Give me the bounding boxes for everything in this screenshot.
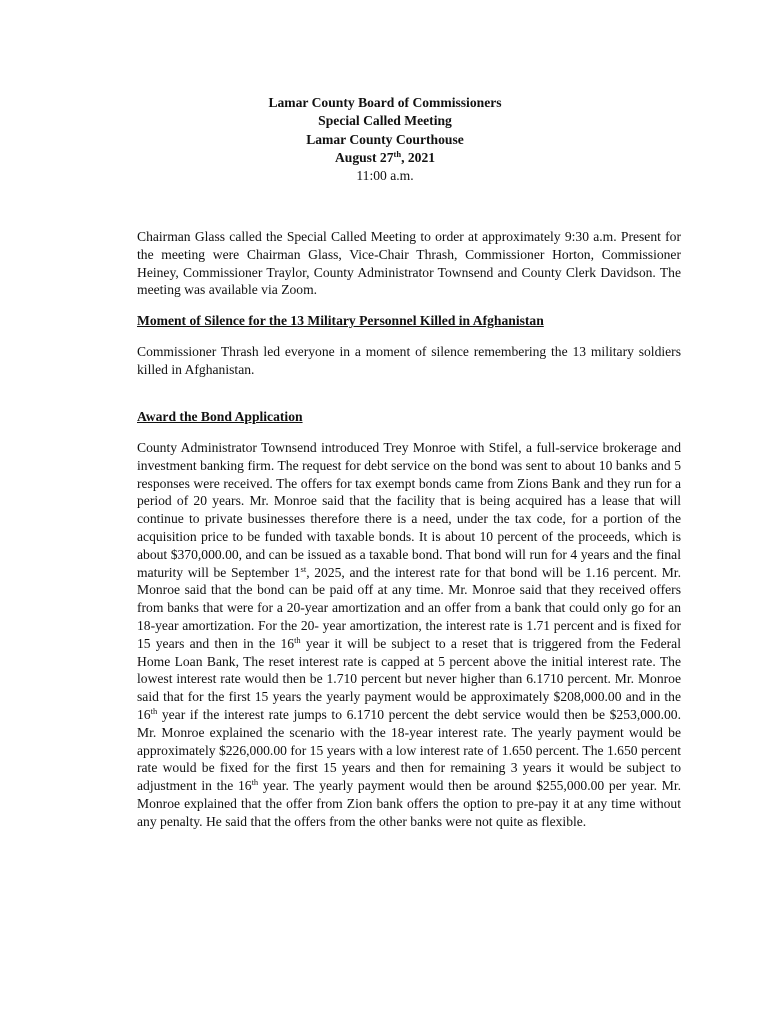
section-heading-moment-of-silence: Moment of Silence for the 13 Military Personnel Killed in Afghanistan (137, 313, 544, 328)
section-heading-bond-application: Award the Bond Application (137, 409, 303, 424)
header-time: 11:00 a.m. (356, 168, 414, 184)
bond-text-part1: County Administrator Townsend introduced Trey Monroe with Stifel, a full-service brokerage and investment banking firm. The request for debt service on the bond was sent to about 10 banks and 5 responses were received. The offers for tax exempt bonds came from Zions Bank and they run for a period of 20 years. Mr. Monroe said that the facility that is being acquired has a lease that will continue to private businesses therefore there is a need, under the tax code, for a portion of the acquisition price to be funded with taxable bonds. It is about 10 percent of the proceeds, which is about $370,000.00, and can be issued as a taxable bond. That bond will run for 4 years and the final maturity will be September 1 (137, 440, 681, 580)
ordinal-suffix: th (294, 634, 301, 645)
header-date-text: August 27 (334, 149, 394, 165)
bond-text-part4: year if the interest rate jumps to 6.1710 percent the debt service would then be $253,000.00. Mr. Monroe explained the scenario with the 18-year interest rate. The yearly payment would be approximately $226,000.00 for 15 years with a low interest rate of 1.650 percent. The 1.650 percent rate would be fixed for the first 15 years and then for remaining 3 years it would be subject to adjustment in the 16 (137, 706, 681, 794)
bond-application-paragraph (137, 439, 681, 831)
header-date-year: , 2021 (401, 149, 436, 165)
header-date-suffix: th (393, 148, 402, 159)
bond-text-part2: , 2025, and the interest rate for that bond will be 1.16 percent. Mr. Monroe said that the bond can be paid off at any time. Mr. Monroe said that they received offers from banks that were for a 20-year amortization and an offer from a bank that could only go for an 18-year amortization. For the 20- year amortization, the interest rate is 1.71 percent and is fixed for 15 years and then in the 16 (137, 564, 681, 651)
ordinal-suffix: th (251, 777, 259, 788)
header-meeting-type: Special Called Meeting (318, 113, 452, 129)
bond-text-part5: year. The yearly payment would then be around $255,000.00 per year. Mr. Monroe explained that the offer from Zion bank offers the option to pre-pay it at any time without any penalty. He said that the offers from the other banks were not quite as flexible. (137, 778, 681, 829)
meeting-header (0, 94, 770, 185)
header-date (0, 149, 770, 167)
header-location: Lamar County Courthouse (306, 131, 464, 147)
header-board-name: Lamar County Board of Commissioners (268, 95, 502, 110)
intro-paragraph: Chairman Glass called the Special Called Meeting to order at approximately 9:30 a.m. Present for the meeting were Chairman Glass, Vice-Chair Thrash, Commissioner Horton, Commissioner Heiney, Commissioner Traylor, County Administrator Townsend and County Clerk Davidson. The meeting was available via Zoom. (137, 229, 681, 298)
ordinal-suffix: st (300, 563, 307, 574)
ordinal-suffix: th (150, 705, 158, 716)
moment-of-silence-paragraph: Commissioner Thrash led everyone in a moment of silence remembering the 13 military soldiers killed in Afghanistan. (137, 344, 681, 377)
bond-text-part3: year it will be subject to a reset that is triggered from the Federal Home Loan Bank, The reset interest rate is capped at 5 percent above the initial interest rate. The lowest interest rate would then be 1.710 percent but never higher than 6.1710 percent. Mr. Monroe said that for the first 15 years the yearly payment would be approximately $208,000.00 and in the 16 (137, 635, 681, 722)
